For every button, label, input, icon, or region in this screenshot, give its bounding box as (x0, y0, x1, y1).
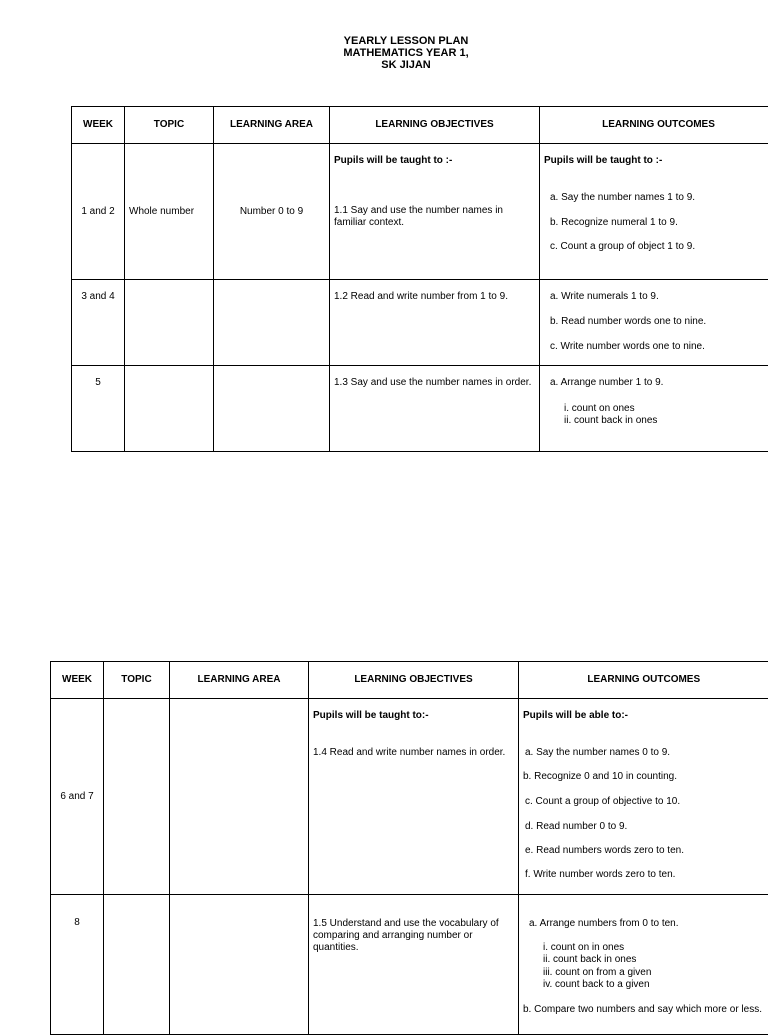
document-title (0, 35, 768, 71)
col-learning-outcomes-header: LEARNING OUTCOMES (540, 107, 768, 144)
week-cell (51, 895, 104, 1035)
topic-cell (104, 699, 170, 895)
week-cell (72, 366, 125, 452)
outcome-item: a. Write numerals 1 to 9. (544, 291, 768, 303)
outcomes-cell (519, 895, 768, 1035)
table-row (72, 144, 768, 280)
learning-area-cell (170, 895, 309, 1035)
outcome-item: a. Arrange numbers from 0 to ten. (523, 918, 765, 930)
learning-area-cell: Number 0 to 9 (214, 144, 330, 280)
col-learning-area-header: LEARNING AREA (214, 107, 330, 144)
sub-outcome-item: iv. count back to a given (523, 979, 765, 991)
objectives-cell (330, 280, 540, 366)
outcome-item: d. Read number 0 to 9. (523, 821, 765, 833)
lesson-plan-table-2 (50, 661, 768, 1035)
col-learning-objectives-header: LEARNING OBJECTIVES (309, 662, 519, 699)
outcome-item: c. Write number words one to nine. (544, 341, 768, 353)
table-row (72, 280, 768, 366)
learning-area-cell (214, 366, 330, 452)
table-row (51, 895, 768, 1035)
week-cell: 6 and 7 (51, 699, 104, 895)
table-header-row (51, 662, 768, 699)
objectives-cell (309, 895, 519, 1035)
topic-cell (125, 366, 214, 452)
title-line-1: YEARLY LESSON PLAN (0, 35, 768, 47)
title-line-2: MATHEMATICS YEAR 1, (0, 47, 768, 59)
learning-area-cell (214, 280, 330, 366)
outcome-item: c. Count a group of object 1 to 9. (544, 241, 768, 253)
outcome-item: c. Count a group of objective to 10. (523, 796, 765, 808)
objective-text: 1.4 Read and write number names in order. (313, 747, 514, 759)
week-cell: 1 and 2 (72, 144, 125, 280)
objective-text: 1.2 Read and write number from 1 to 9. (334, 291, 535, 303)
topic-cell: Whole number (125, 144, 214, 280)
outcome-item: b. Read number words one to nine. (544, 316, 768, 328)
outcomes-cell (540, 280, 768, 366)
week-text: 3 and 4 (76, 291, 120, 303)
objective-text: 1.1 Say and use the number names in familiar context. (334, 205, 535, 229)
table-row (72, 366, 768, 452)
col-week-header: WEEK (72, 107, 125, 144)
lesson-plan-table-1 (71, 106, 768, 452)
outcome-item: b. Recognize 0 and 10 in counting. (523, 771, 765, 783)
topic-cell (125, 280, 214, 366)
outcomes-cell (540, 366, 768, 452)
objective-text: 1.5 Understand and use the vocabulary of comparing and arranging number or quantities. (313, 918, 514, 954)
objectives-intro: Pupils will be taught to:- (313, 710, 514, 722)
col-learning-outcomes-header: LEARNING OUTCOMES (519, 662, 768, 699)
topic-cell (104, 895, 170, 1035)
week-cell (72, 280, 125, 366)
table-row (51, 699, 768, 895)
outcomes-intro: Pupils will be able to:- (523, 710, 765, 722)
sub-outcome-item: ii. count back in ones (544, 415, 768, 427)
learning-area-cell (170, 699, 309, 895)
week-text: 8 (55, 917, 99, 929)
outcome-item: e. Read numbers words zero to ten. (523, 845, 765, 857)
title-line-3: SK JIJAN (0, 59, 768, 71)
outcome-item: a. Say the number names 0 to 9. (523, 747, 765, 759)
col-topic-header: TOPIC (125, 107, 214, 144)
objectives-cell (330, 144, 540, 280)
outcome-item: f. Write number words zero to ten. (523, 869, 765, 881)
objectives-cell (309, 699, 519, 895)
outcomes-cell (519, 699, 768, 895)
objective-text: 1.3 Say and use the number names in order. (334, 377, 535, 389)
sub-outcome-item: i. count on in ones (523, 942, 765, 954)
col-topic-header: TOPIC (104, 662, 170, 699)
sub-outcome-item: ii. count back in ones (523, 954, 765, 966)
outcome-item: b. Recognize numeral 1 to 9. (544, 217, 768, 229)
outcome-item: b. Compare two numbers and say which more or less. (523, 1004, 765, 1016)
sub-outcome-item: i. count on ones (544, 403, 768, 415)
objectives-intro: Pupils will be taught to :- (334, 155, 535, 167)
col-learning-objectives-header: LEARNING OBJECTIVES (330, 107, 540, 144)
outcomes-intro: Pupils will be taught to :- (544, 155, 768, 167)
col-learning-area-header: LEARNING AREA (170, 662, 309, 699)
objectives-cell (330, 366, 540, 452)
col-week-header: WEEK (51, 662, 104, 699)
table-header-row (72, 107, 768, 144)
outcome-item: a. Arrange number 1 to 9. (544, 377, 768, 389)
sub-outcome-item: iii. count on from a given (523, 967, 765, 979)
outcome-item: a. Say the number names 1 to 9. (544, 192, 768, 204)
outcomes-cell (540, 144, 768, 280)
week-text: 5 (76, 377, 120, 389)
